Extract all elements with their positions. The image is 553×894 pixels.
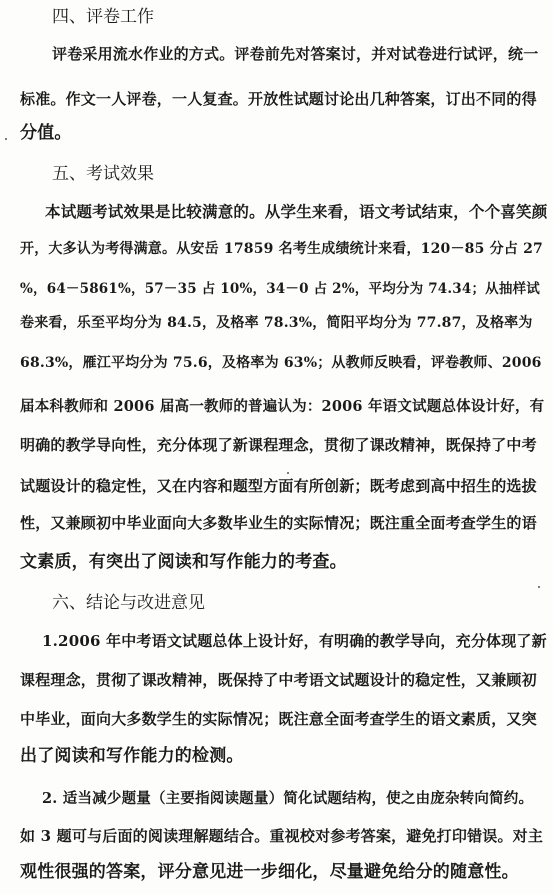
paragraph-line: 分值。: [20, 123, 72, 143]
scan-speck: [538, 586, 540, 588]
paragraph-line: 明确的教学导向性，充分体现了新课程理念，贯彻了课改精神，既保持了中考: [20, 436, 537, 454]
paragraph-line: 开，大多认为考得满意。从安岳 17859 名考生成绩统计来看，120－85 分占 27: [20, 241, 543, 257]
paragraph-line: 标准。作文一人评卷，一人复查。开放性试题讨论出几种答案，订出不同的得: [20, 90, 537, 108]
paragraph-line: %，64－5861%，57－35 占 10%，34－0 占 2%，平均分为 74.34；从抽样试: [20, 281, 540, 297]
paragraph-line: 1.2006 年中考语文试题总体上设计好，有明确的教学导向，充分体现了新: [42, 632, 547, 650]
paragraph-line: 观性很强的答案，评分意见进一步细化，尽量避免给分的随意性。: [20, 862, 519, 882]
paragraph-line: 卷来看，乐至平均分为 84.5，及格率 78.3%，简阳平均分为 77.87，及格率为: [20, 315, 533, 331]
paragraph-line: 届本科教师和 2006 届高一教师的普遍认为：2006 年语文试题总体设计好，有: [20, 398, 545, 415]
paragraph-line: 试题设计的稳定性，又在内容和题型方面有所创新；既考虑到高中招生的选拔: [20, 477, 537, 495]
paragraph-line: 课程理念，贯彻了课改精神，既保持了中考语文试题设计的稳定性，又兼顾初: [20, 671, 537, 689]
scan-speck: [287, 472, 289, 474]
section-heading-grading-work: 四、评卷工作: [52, 7, 154, 27]
paragraph-line: 性，又兼顾初中毕业面向大多数毕业生的实际情况；既注重全面考查学生的语: [20, 514, 537, 532]
paragraph-line: 68.3%，雁江平均分为 75.6，及格率为 63%；从教师反映看，评卷教师、2006: [20, 355, 542, 371]
section-heading-exam-results: 五、考试效果: [52, 164, 154, 184]
paragraph-line: 文素质，有突出了阅读和写作能力的考查。: [20, 552, 347, 572]
paragraph-line: 如 3 题可与后面的阅读理解题结合。重视校对参考答案，避免打印错误。对主: [20, 827, 544, 845]
scan-speck: [5, 138, 7, 140]
section-heading-conclusion: 六、结论与改进意见: [52, 593, 205, 613]
paragraph-line: 中毕业，面向大多数学生的实际情况；既注意全面考查学生的语文素质，又突: [20, 710, 537, 728]
paragraph-line: 本试题考试效果是比较满意的。从学生来看，语文考试结束，个个喜笑颜: [45, 202, 548, 221]
paragraph-line: 2. 适当减少题量（主要指阅读题量）简化试题结构，使之由庞杂转向简约。: [42, 790, 534, 807]
paragraph-line: 出了阅读和写作能力的检测。: [20, 746, 244, 766]
paragraph-line: 评卷采用流水作业的方式。评卷前先对答案讨，并对试卷进行试评，统一: [52, 45, 539, 63]
